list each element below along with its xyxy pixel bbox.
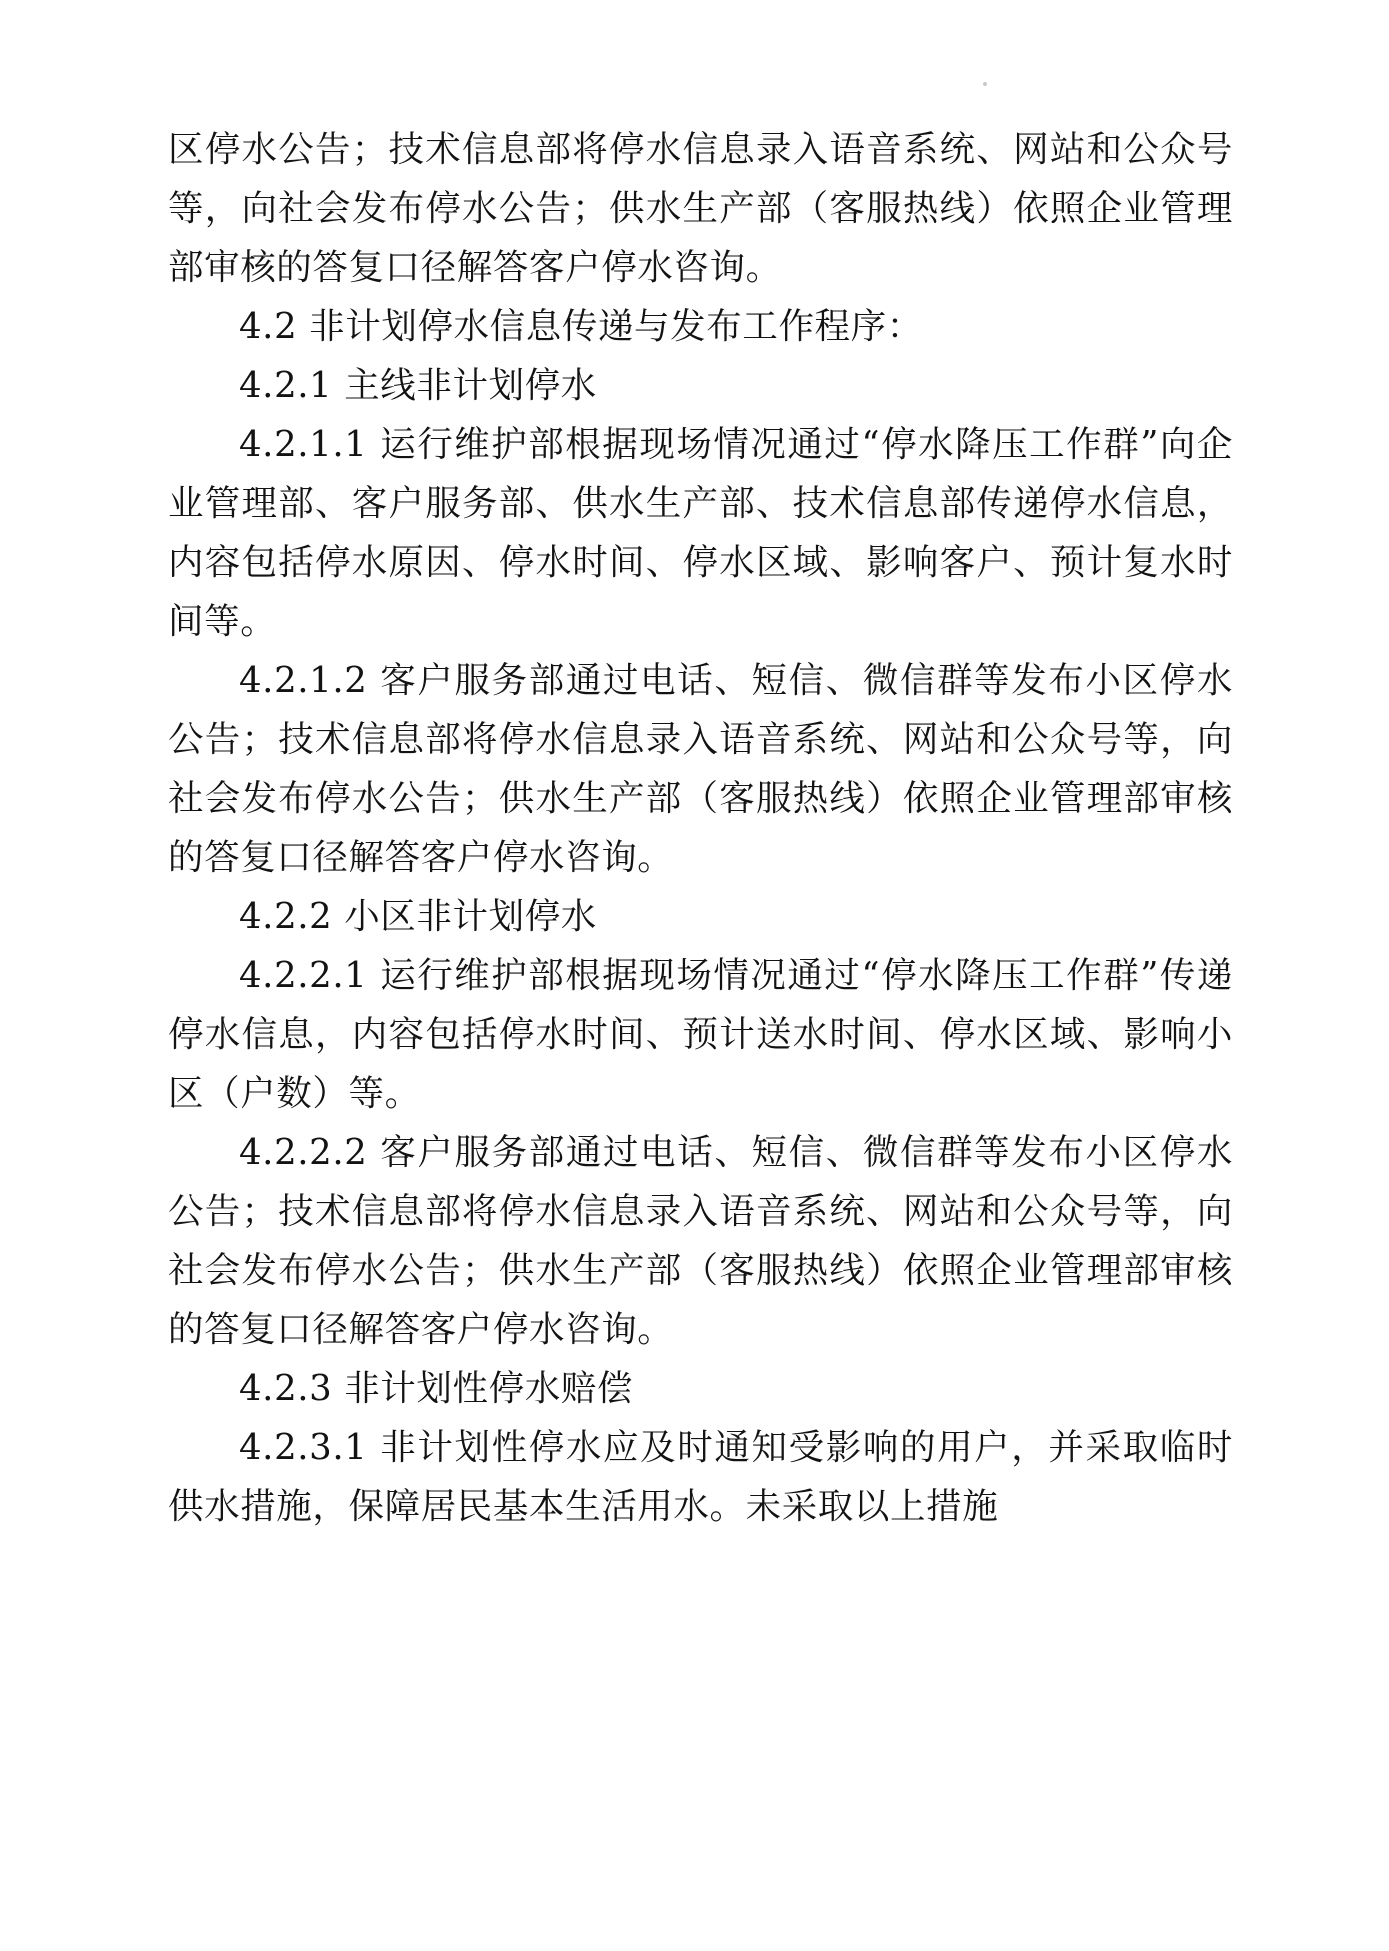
paragraph-section-4-2: 4.2 非计划停水信息传递与发布工作程序： xyxy=(239,306,923,347)
document-body xyxy=(168,120,1233,1536)
paragraph-section-4-2-2-2: 4.2.2.2 客户服务部通过电话、短信、微信群等发布小区停水公告；技术信息部将停水信息录入语音系统、网站和公众号等，向社会发布停水公告；供水生产部（客服热线）依照企业管理部审核的答复口径解答客户停水咨询。 xyxy=(168,1132,1233,1350)
paragraph-section-4-2-3: 4.2.3 非计划性停水赔偿 xyxy=(239,1368,634,1409)
paragraph-section-4-2-1-2: 4.2.1.2 客户服务部通过电话、短信、微信群等发布小区停水公告；技术信息部将停水信息录入语音系统、网站和公众号等，向社会发布停水公告；供水生产部（客服热线）依照企业管理部审核的答复口径解答客户停水咨询。 xyxy=(168,660,1233,878)
paragraph-section-4-2-2-1: 4.2.2.1 运行维护部根据现场情况通过“停水降压工作群”传递停水信息，内容包括停水时间、预计送水时间、停水区域、影响小区（户数）等。 xyxy=(168,955,1233,1114)
scan-speck xyxy=(983,82,987,86)
paragraph-section-4-2-1-1: 4.2.1.1 运行维护部根据现场情况通过“停水降压工作群”向企业管理部、客户服务部、供水生产部、技术信息部传递停水信息，内容包括停水原因、停水时间、停水区域、影响客户、预计复水时间等。 xyxy=(168,424,1233,642)
paragraph-continuation: 区停水公告；技术信息部将停水信息录入语音系统、网站和公众号等，向社会发布停水公告；供水生产部（客服热线）依照企业管理部审核的答复口径解答客户停水咨询。 xyxy=(168,129,1233,288)
paragraph-section-4-2-1: 4.2.1 主线非计划停水 xyxy=(239,365,597,406)
paragraph-section-4-2-2: 4.2.2 小区非计划停水 xyxy=(239,896,597,937)
paragraph-section-4-2-3-1: 4.2.3.1 非计划性停水应及时通知受影响的用户，并采取临时供水措施，保障居民基本生活用水。未采取以上措施 xyxy=(168,1427,1233,1527)
